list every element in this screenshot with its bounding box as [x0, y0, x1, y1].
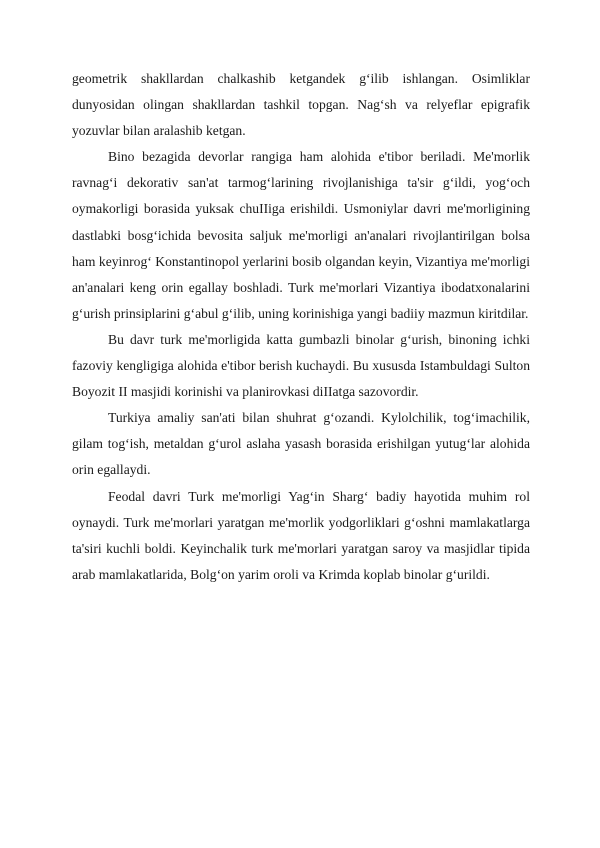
paragraph-5: Feodal davri Turk me'morligi Yag‘in Sharg‘ badiy hayotida muhim rol oynaydi. Turk me'morlari yaratgan me'morlik yodgorliklari g‘oshni mamlakatlarga ta'siri kuchli boldi. Keyinchalik turk me'morlari yaratgan saroy va masjidlar tipida arab mamlakatlarida, Bolg‘on yarim oroli va Krimda koplab binolar g‘urildi.	[72, 488, 530, 582]
paragraph-4: Turkiya amaliy san'ati bilan shuhrat g‘ozandi. Kylolchilik, tog‘imachilik, gilam tog‘ish, metaldan g‘urol aslaha yasash borasida erishilgan yutug‘lar alohida orin egallaydi.	[72, 410, 530, 478]
paragraph-3: Bu davr turk me'morligida katta gumbazli binolar g‘urish, binoning ichki fazoviy kengligiga alohida e'tibor berish kuchaydi. Bu xususda Istambuldagi Sulton Boyozit II masjidi korinishi va planirovkasi diIIatga sazovordir.	[72, 331, 530, 400]
paragraph-2: Bino bezagida devorlar rangiga ham alohida e'tibor beriladi. Me'morlik ravnag‘i dekorativ san'at tarmog‘larining rivojlanishiga ta'sir g‘ildi, yog‘och oymakorligi borasida yuksak chuIIiga erishildi. Usmoniylar davri me'morligining dastlabki bosg‘ichida bevosita saljuk me'morligi an'analari rivojlantirilgan bolsa ham keyinrog‘ Konstantinopol yerlarini bosib olgandan keyin, Vizantiya me'morligi an'analari keng orin egallay boshladi. Turk me'morlari Vizantiya ibodatxonalarini g‘urish prinsiplarini g‘abul g‘ilib, uning korinishiga yangi badiiy mazmun kiritdilar.	[72, 149, 530, 321]
paragraph-1: geometrik shakllardan chalkashib ketgandek g‘ilib ishlangan. Osimliklar dunyosidan olingan shakllardan tashkil topgan. Nag‘sh va relyeflar epigrafik yozuvlar bilan aralashib ketgan.	[72, 71, 530, 139]
